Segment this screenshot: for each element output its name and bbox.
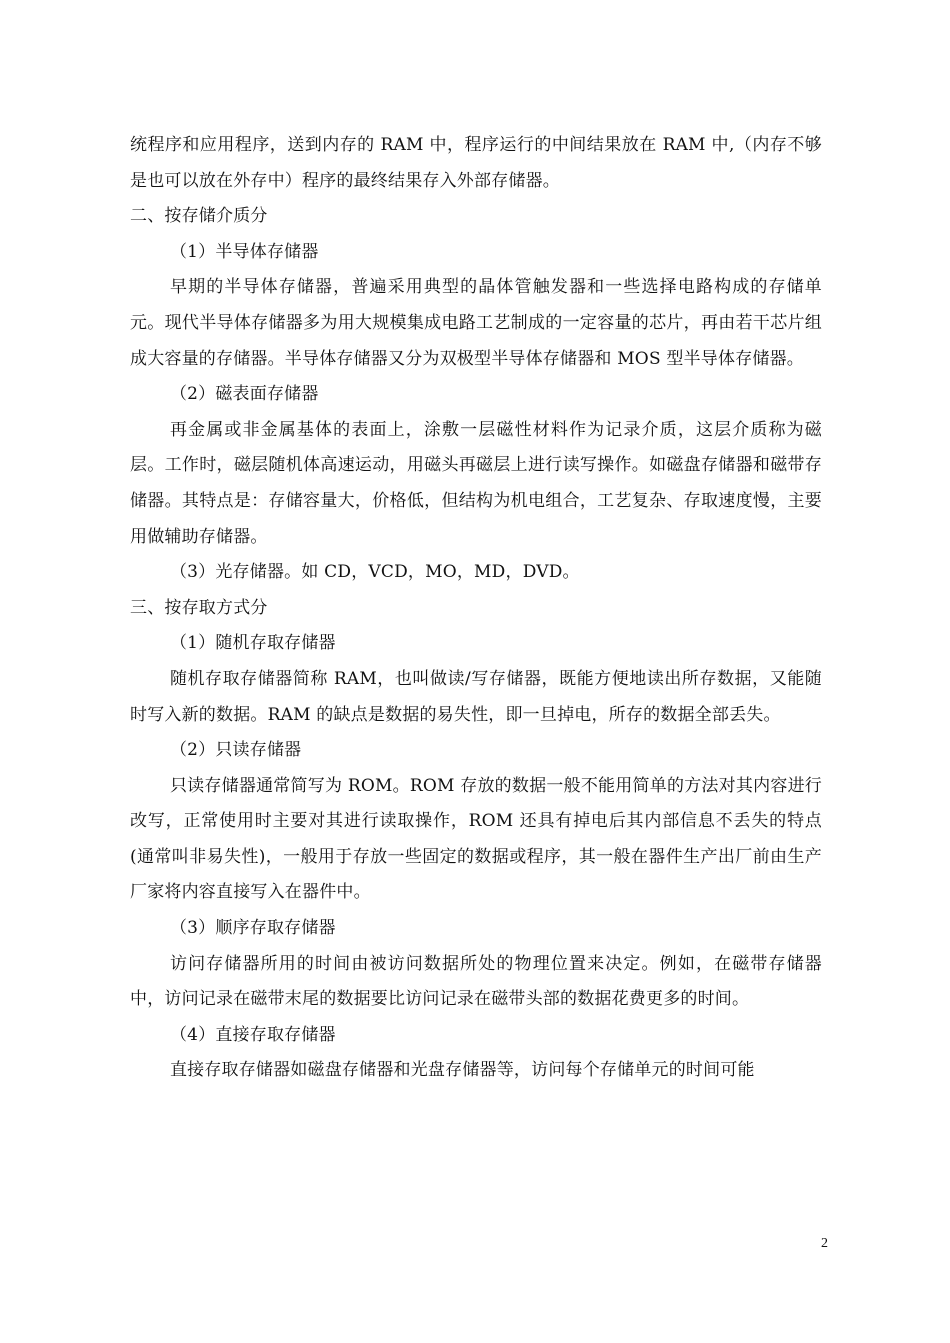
- paragraph-semiconductor-memory: 早期的半导体存储器，普遍采用典型的晶体管触发器和一些选择电路构成的存储单元。现代半导体存储器多为用大规模集成电路工艺制成的一定容量的芯片，再由若干芯片组成大容量的存储器。半导体存储器又分为双极型半导体存储器和 MOS 型半导体存储器。: [130, 277, 822, 369]
- subheading-sequential-access-memory: （3）顺序存取存储器: [169, 918, 336, 939]
- document-body: [130, 128, 822, 1089]
- paragraph-magnetic-surface-memory: 再金属或非金属基体的表面上，涂敷一层磁性材料作为记录介质，这层介质称为磁层。工作时，磁层随机体高速运动，用磁头再磁层上进行读写操作。如磁盘存储器和磁带存储器。其特点是：存储容量大，价格低，但结构为机电组合，工艺复杂、存取速度慢，主要用做辅助存储器。: [130, 419, 822, 547]
- paragraph-continuation: 统程序和应用程序，送到内存的 RAM 中，程序运行的中间结果放在 RAM 中,（内存不够是也可以放在外存中）程序的最终结果存入外部存储器。: [130, 135, 822, 191]
- section-heading-access-method: 三、按存取方式分: [130, 597, 268, 618]
- subheading-magnetic-surface-memory: （2）磁表面存储器: [169, 384, 319, 405]
- subheading-rom: （2）只读存储器: [169, 740, 302, 761]
- page-number: 2: [821, 1236, 828, 1251]
- subheading-optical-memory: （3）光存储器。如 CD，VCD，MO，MD，DVD。: [169, 562, 580, 583]
- paragraph-ram: 随机存取存储器简称 RAM，也叫做读/写存储器，既能方便地读出所存数据，又能随时写入新的数据。RAM 的缺点是数据的易失性，即一旦掉电，所存的数据全部丢失。: [130, 668, 822, 725]
- subheading-ram: （1）随机存取存储器: [169, 633, 336, 654]
- subheading-direct-access-memory: （4）直接存取存储器: [169, 1024, 336, 1045]
- paragraph-rom: 只读存储器通常简写为 ROM。ROM 存放的数据一般不能用简单的方法对其内容进行改写，正常使用时主要对其进行读取操作，ROM 还具有掉电后其内部信息不丢失的特点(通常叫非易失性)，一般用于存放一些固定的数据或程序，其一般在器件生产出厂前由生产厂家将内容直接写入在器件中。: [130, 775, 822, 903]
- section-heading-storage-medium: 二、按存储介质分: [130, 206, 268, 227]
- paragraph-sequential-access-memory: 访问存储器所用的时间由被访问数据所处的物理位置来决定。例如，在磁带存储器中，访问记录在磁带末尾的数据要比访问记录在磁带头部的数据花费更多的时间。: [130, 953, 822, 1010]
- subheading-semiconductor-memory: （1）半导体存储器: [169, 241, 319, 262]
- paragraph-direct-access-memory: 直接存取存储器如磁盘存储器和光盘存储器等，访问每个存储单元的时间可能: [169, 1060, 755, 1081]
